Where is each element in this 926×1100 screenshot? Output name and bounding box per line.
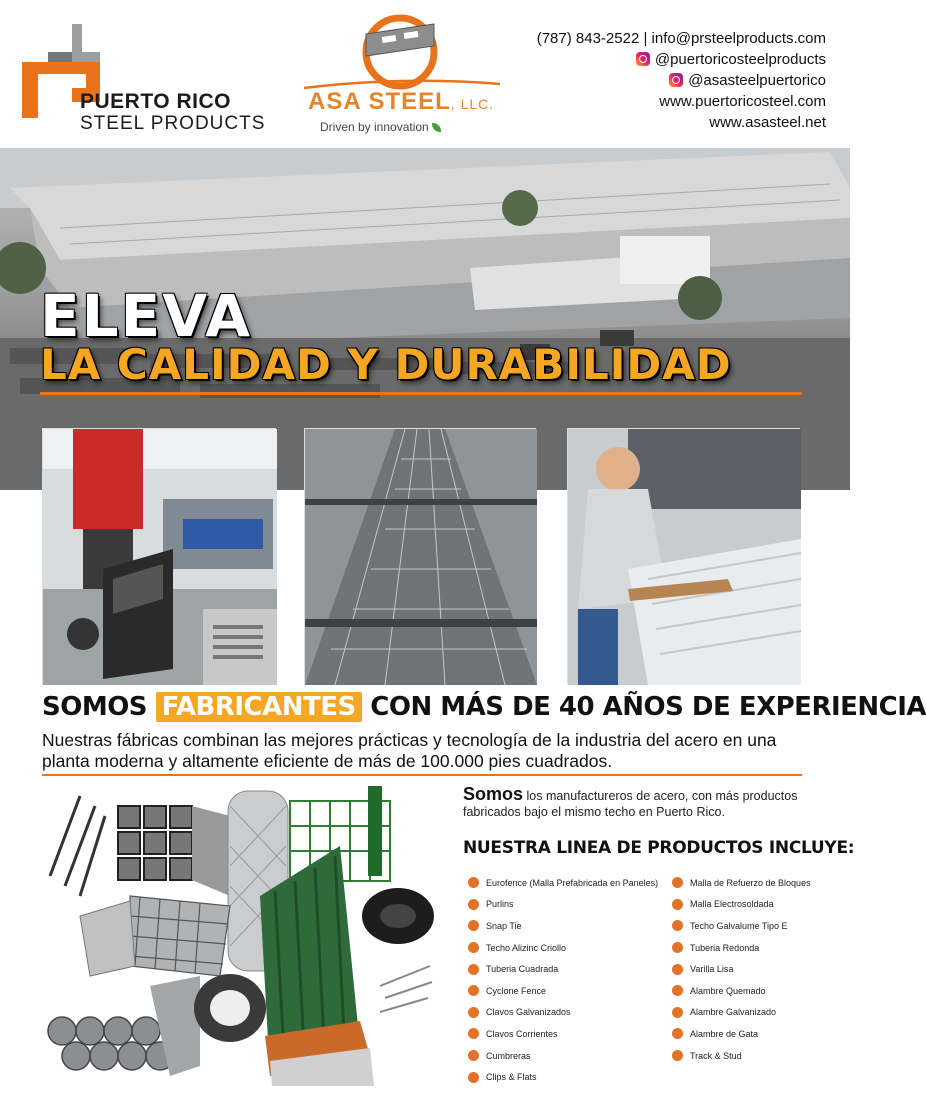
instagram-handle-2: @asasteelpuertorico [688,72,826,89]
product-item-label: Varilla Lisa [690,964,734,975]
website-link-1[interactable]: www.puertoricosteel.com [659,93,826,110]
product-item [468,958,678,980]
photo-roofing-panel-image [568,429,801,685]
phone-email[interactable]: (787) 843-2522 | info@prsteelproducts.com [536,30,826,47]
product-item-label: Clavos Corrientes [486,1028,558,1039]
asa-suffix: , LLC. [450,96,495,112]
contact-block [537,28,826,133]
bullet-icon [468,1028,479,1039]
leaf-icon [432,123,441,132]
product-item [672,958,842,980]
product-item-label: Malla de Refuerzo de Bloques [690,877,811,888]
website-link-2[interactable]: www.asasteel.net [709,114,826,131]
product-item-label: Tuberia Cuadrada [486,964,559,975]
product-list-title: NUESTRA LINEA DE PRODUCTOS INCLUYE: [463,838,855,858]
product-item-label: Purlins [486,899,514,910]
bullet-icon [468,920,479,931]
bullet-icon [468,985,479,996]
intro-lead: Somos [463,784,524,804]
instagram-icon [636,52,650,66]
product-item-label: Alambre de Gata [690,1028,759,1039]
heading-post: CON MÁS DE 40 AÑOS DE EXPERIENCIA [370,692,926,722]
asa-steel-logo [300,12,505,137]
bullet-icon [468,877,479,888]
steel-products-collage [40,786,440,1086]
bullet-icon [672,985,683,996]
photo-wire-mesh-image [305,429,537,685]
manufacturers-body: Nuestras fábricas combinan las mejores prácticas y tecnología de la industria del acero en una planta moderna y altamente eficiente de más de 100.000 pies cuadrados. [42,730,777,771]
bullet-icon [672,1028,683,1039]
photo-wire-mesh [304,428,536,684]
product-item-label: Tuberia Redonda [690,942,760,953]
product-item [468,915,678,937]
product-item [672,894,842,916]
header [0,0,850,148]
product-list-col1 [468,872,678,1088]
bullet-icon [468,964,479,975]
product-item-label: Cyclone Fence [486,985,547,996]
bullet-icon [468,1050,479,1061]
product-item [468,1002,678,1024]
manufacturers-divider [42,774,802,776]
product-item-label: Cumbreras [486,1050,531,1061]
instagram-handle-1: @puertoricosteelproducts [654,51,826,68]
product-item [672,1023,842,1045]
bullet-icon [468,1072,479,1083]
product-item [672,1045,842,1067]
puerto-rico-steel-logo [20,22,290,137]
product-item [672,872,842,894]
hero-title-line2: LA CALIDAD Y DURABILIDAD [40,340,732,389]
product-item-label: Malla Electrosoldada [690,899,774,910]
bullet-icon [672,899,683,910]
product-item-label: Alambre Quemado [690,985,766,996]
product-item [468,937,678,959]
prsp-name-line2: STEEL PRODUCTS [80,113,266,134]
product-item [672,1002,842,1024]
product-item-label: Clavos Galvanizados [486,1007,571,1018]
heading-highlight: FABRICANTES [156,692,362,722]
photo-worker-machine [42,428,276,684]
product-item-label: Alambre Galvanizado [690,1007,777,1018]
product-item [672,915,842,937]
product-item [468,1066,678,1088]
asa-steel-name [308,88,494,116]
bullet-icon [672,1007,683,1018]
bullet-icon [468,1007,479,1018]
asa-tagline-text: Driven by innovation [320,120,429,134]
product-item-label: Techo Galvalume Tipo E [690,920,788,931]
product-item [468,1045,678,1067]
product-item-label: Track & Stud [690,1050,742,1061]
product-item [468,894,678,916]
bullet-icon [468,899,479,910]
hero-title-line1: ELEVA [40,282,253,350]
bullet-icon [672,1050,683,1061]
product-item-label: Techo Alizinc Criollo [486,942,567,953]
bullet-icon [672,877,683,888]
photo-roofing-panel [567,428,800,684]
asa-tagline [320,120,441,134]
instagram-icon [669,73,683,87]
product-item [672,980,842,1002]
product-item-label: Snap Tie [486,920,522,931]
photo-worker-machine-image [43,429,277,685]
heading-pre: SOMOS [42,692,148,722]
asa-name-text: ASA STEEL [308,88,451,115]
product-item-label: Eurofence (Malla Prefabricada en Paneles) [486,877,659,888]
product-item [468,1023,678,1045]
instagram-row-1[interactable] [537,49,826,70]
manufacturers-heading [42,692,926,722]
product-item [672,937,842,959]
intro-text: los manufactureros de acero, con más productos fabricados bajo el mismo techo en Puerto Rico. [463,789,798,819]
bullet-icon [672,964,683,975]
hero-divider [40,392,802,395]
prsp-name-line1: PUERTO RICO [80,90,231,113]
instagram-row-2[interactable] [537,70,826,91]
product-list-col2 [672,872,842,1066]
bullet-icon [672,920,683,931]
product-item [468,980,678,1002]
product-item-label: Clips & Flats [486,1072,537,1083]
product-item [468,872,678,894]
products-intro [463,786,828,820]
bullet-icon [468,942,479,953]
bullet-icon [672,942,683,953]
